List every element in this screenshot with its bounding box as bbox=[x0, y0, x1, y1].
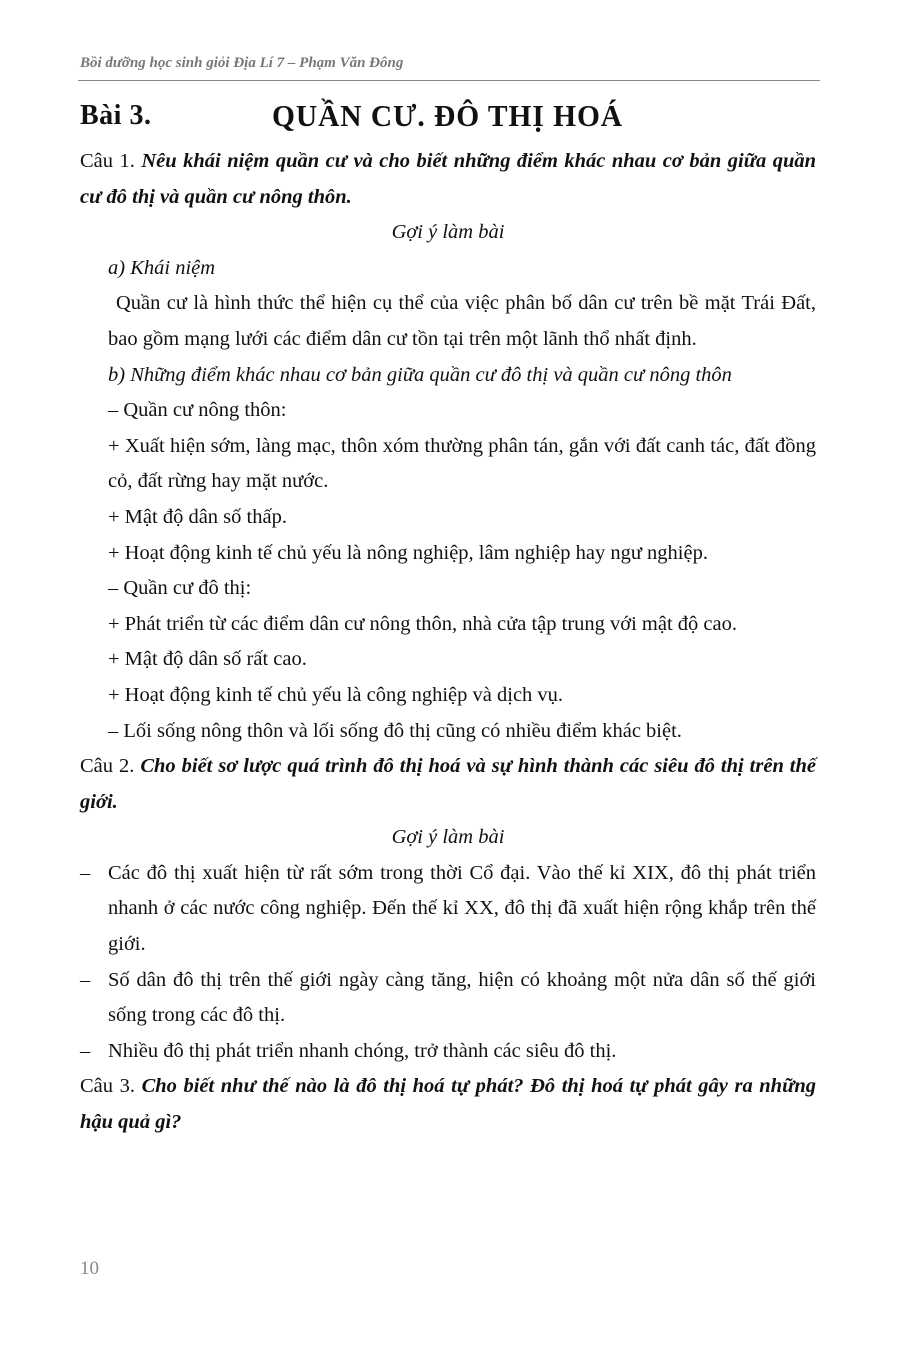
section-a-text: Quần cư là hình thức thể hiện cụ thể của việc phân bố dân cư trên bề mặt Trái Đất, bao gồm mạng lưới các điểm dân cư tồn tại trên một lãnh thổ nhất định. bbox=[108, 292, 816, 350]
question-text: Cho biết sơ lược quá trình đô thị hoá và sự hình thành các siêu đô thị trên thế giới. bbox=[80, 755, 817, 813]
bullet-mark: – bbox=[80, 968, 91, 991]
page-number: 10 bbox=[80, 1258, 99, 1279]
question-text: Nêu khái niệm quần cư và cho biết những điểm khác nhau cơ bản giữa quần cư đô thị và quần cư nông thôn. bbox=[80, 150, 816, 208]
b-line: + Mật độ dân số thấp. bbox=[108, 505, 287, 528]
bullet-text: Các đô thị xuất hiện từ rất sớm trong thời Cổ đại. Vào thế kỉ XIX, đô thị phát triển nhanh ở các nước công nghiệp. Đến thế kỉ XX, đô thị đã xuất hiện rộng khắp trên thế giới. bbox=[108, 861, 816, 956]
bullet-item bbox=[80, 1034, 816, 1070]
b-line: – Quần cư nông thôn: bbox=[108, 399, 287, 422]
bullet-text: Số dân đô thị trên thế giới ngày càng tăng, hiện có khoảng một nửa dân số thế giới sống trong các đô thị. bbox=[108, 968, 816, 1027]
b-line: – Lối sống nông thôn và lối sống đô thị cũng có nhiều điểm khác biệt. bbox=[108, 719, 682, 742]
bullet-item bbox=[80, 963, 816, 1034]
section-b-heading: b) Những điểm khác nhau cơ bản giữa quần cư đô thị và quần cư nông thôn bbox=[108, 363, 732, 386]
lesson-title: QUẦN CƯ. ĐÔ THỊ HOÁ bbox=[272, 98, 624, 133]
bullet-text: Nhiều đô thị phát triển nhanh chóng, trở thành các siêu đô thị. bbox=[108, 1039, 617, 1062]
header-divider bbox=[78, 80, 820, 81]
hint-heading: Gợi ý làm bài bbox=[391, 221, 505, 244]
bullet-mark: – bbox=[80, 1039, 91, 1062]
bullet-mark: – bbox=[80, 861, 91, 884]
question-3 bbox=[80, 1069, 816, 1140]
b-line: + Hoạt động kinh tế chủ yếu là nông nghiệp, lâm nghiệp hay ngư nghiệp. bbox=[108, 541, 708, 564]
question-2 bbox=[80, 749, 816, 820]
b-line: + Xuất hiện sớm, làng mạc, thôn xóm thường phân tán, gắn với đất canh tác, đất đồng cỏ, đất rừng hay mặt nước. bbox=[108, 434, 816, 493]
question-label: Câu 2. bbox=[80, 755, 135, 778]
question-text: Cho biết như thế nào là đô thị hoá tự phát? Đô thị hoá tự phát gây ra những hậu quả gì? bbox=[80, 1075, 817, 1134]
b-line: – Quần cư đô thị: bbox=[108, 577, 252, 600]
question-label: Câu 1. bbox=[80, 150, 135, 172]
question-label: Câu 3. bbox=[80, 1075, 135, 1098]
section-a-heading: a) Khái niệm bbox=[108, 256, 216, 279]
page-content bbox=[80, 144, 816, 1141]
b-line: + Mật độ dân số rất cao. bbox=[108, 648, 307, 671]
b-line: + Hoạt động kinh tế chủ yếu là công nghiệp và dịch vụ. bbox=[108, 683, 564, 706]
b-line: + Phát triển từ các điểm dân cư nông thôn, nhà cửa tập trung với mật độ cao. bbox=[108, 612, 737, 635]
bullet-item bbox=[80, 856, 816, 963]
hint-heading: Gợi ý làm bài bbox=[391, 826, 505, 849]
lesson-label: Bài 3. bbox=[80, 100, 152, 131]
running-header: Bồi dưỡng học sinh giỏi Địa Lí 7 – Phạm Văn Đông bbox=[80, 55, 404, 71]
question-1 bbox=[80, 144, 816, 215]
